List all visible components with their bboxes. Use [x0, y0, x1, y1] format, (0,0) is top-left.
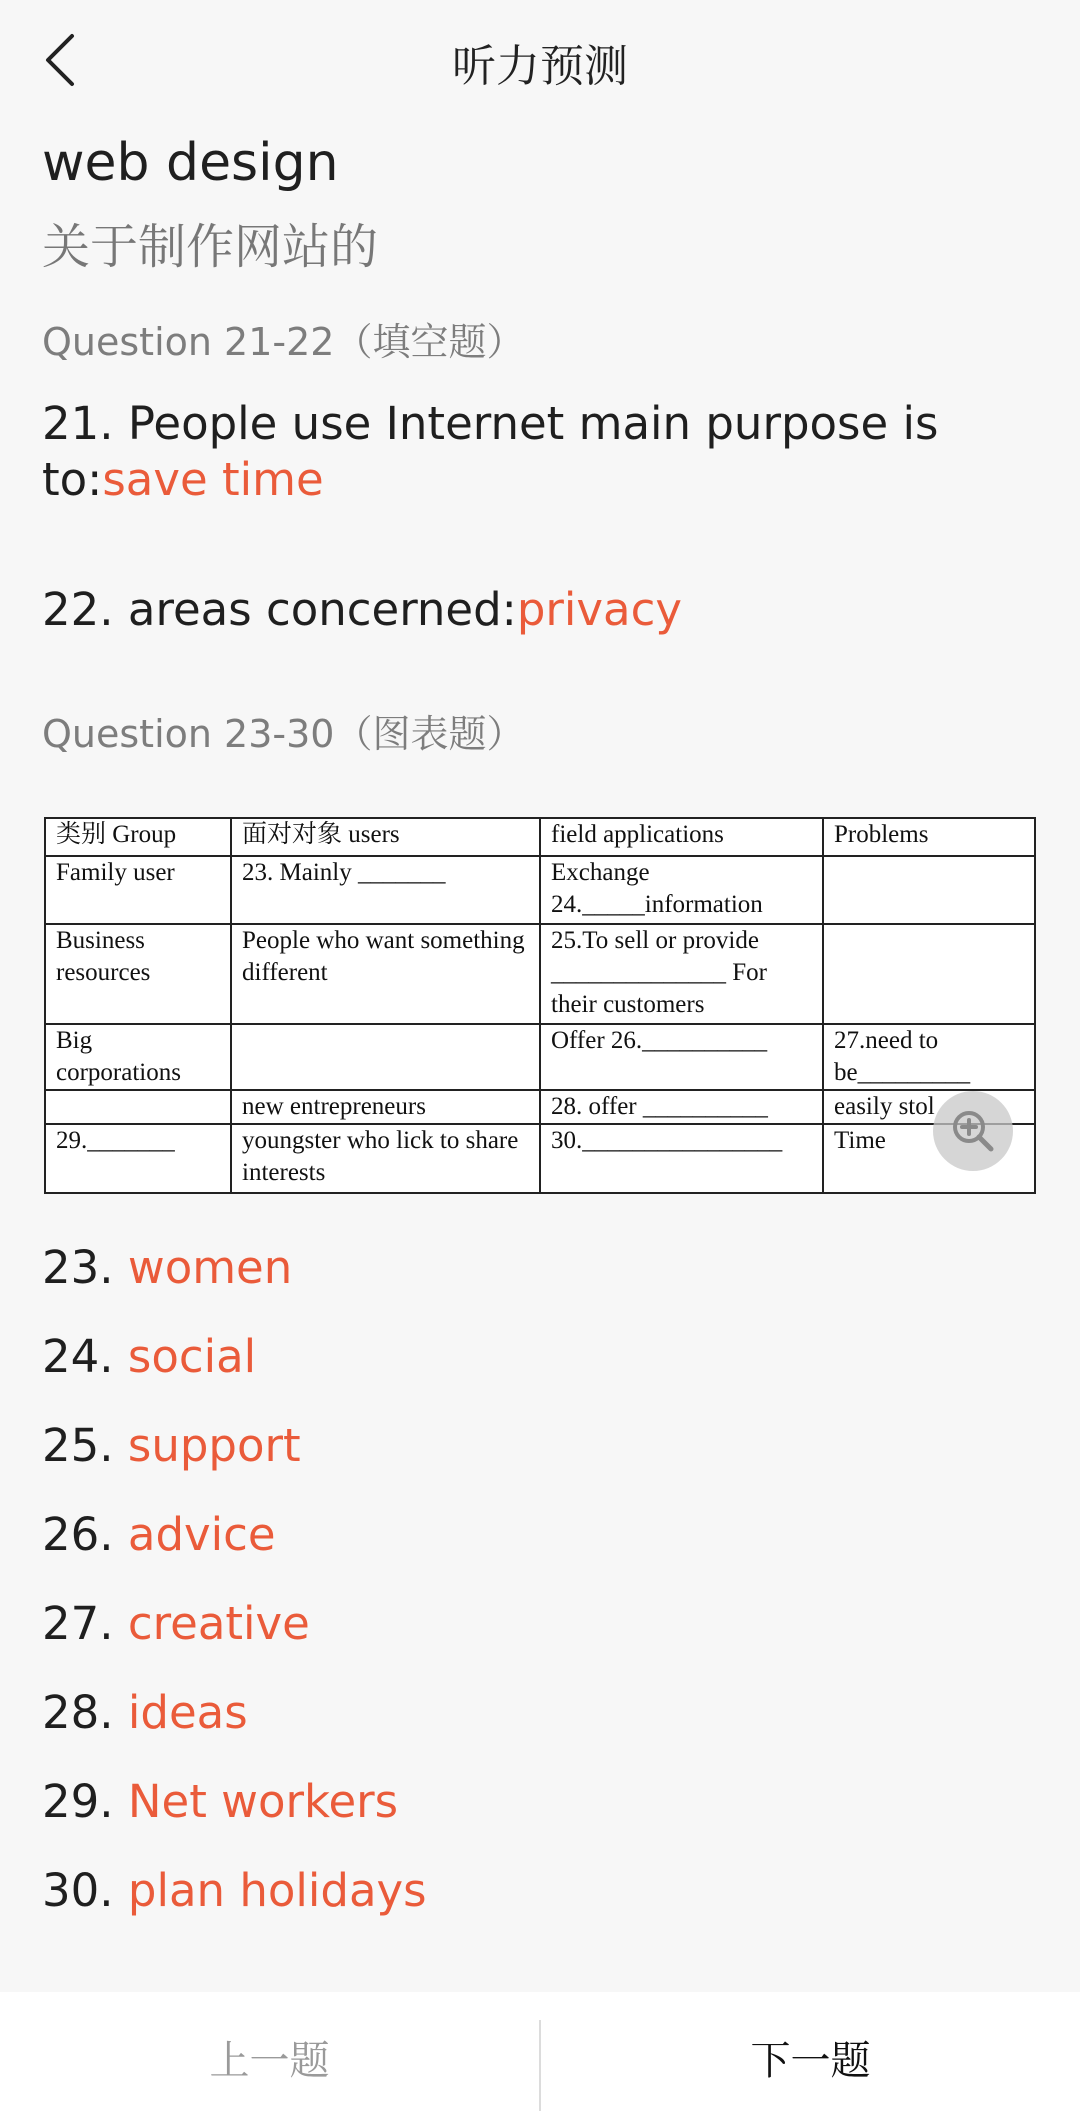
- question-21-answer: save time: [102, 453, 324, 506]
- answer-number: 30.: [42, 1864, 114, 1917]
- topic-title-en: web design: [42, 133, 339, 193]
- list-item: [42, 1677, 1042, 1766]
- table-cell: Time: [823, 1124, 1035, 1193]
- table-row: [45, 924, 1035, 1024]
- list-item: [42, 1410, 1042, 1499]
- list-item: [42, 1321, 1042, 1410]
- table-row: [45, 856, 1035, 924]
- table-cell: [45, 1090, 231, 1124]
- answer-number: 27.: [42, 1597, 114, 1650]
- table-cell: 25.To sell or provide ______________ For their customers: [540, 924, 823, 1024]
- zoom-button[interactable]: [933, 1091, 1013, 1171]
- answer-value: social: [127, 1330, 257, 1383]
- table-cell: Business resources: [45, 924, 231, 1024]
- answer-value: ideas: [127, 1686, 248, 1739]
- question-table-image[interactable]: [44, 817, 1034, 1192]
- table-cell: 30.________________: [540, 1124, 823, 1193]
- table-cell: 27.need to be_________: [823, 1024, 1035, 1090]
- answer-value: plan holidays: [127, 1864, 427, 1917]
- page-title: 听力预测: [452, 41, 628, 92]
- section-label-23-30: Question 23-30（图表题）: [42, 712, 525, 756]
- answer-value: creative: [127, 1597, 310, 1650]
- table-cell: 29._______: [45, 1124, 231, 1193]
- question-table: [44, 817, 1036, 1194]
- table-cell: Exchange 24._____information: [540, 856, 823, 924]
- section-label-21-22: Question 21-22（填空题）: [42, 320, 525, 364]
- list-item: [42, 1766, 1042, 1855]
- zoom-in-icon: [949, 1107, 997, 1155]
- answer-value: advice: [127, 1508, 276, 1561]
- table-row: [45, 1090, 1035, 1124]
- list-item: [42, 1232, 1042, 1321]
- table-row: [45, 1124, 1035, 1193]
- table-cell: field applications: [540, 818, 823, 856]
- table-row: [45, 818, 1035, 856]
- question-21: [42, 396, 1042, 508]
- table-cell: easily stol: [823, 1090, 1035, 1124]
- table-row: [45, 1024, 1035, 1090]
- table-cell: Big corporations: [45, 1024, 231, 1090]
- answer-number: 23.: [42, 1241, 114, 1294]
- next-question-button[interactable]: 下一题: [750, 2038, 871, 2084]
- table-cell: 23. Mainly _______: [231, 856, 540, 924]
- table-cell: Family user: [45, 856, 231, 924]
- question-22-text: 22. areas concerned:: [42, 583, 517, 636]
- table-cell: Offer 26.__________: [540, 1024, 823, 1090]
- table-cell: 面对对象 users: [231, 818, 540, 856]
- topic-title-cn: 关于制作网站的: [42, 219, 379, 275]
- table-cell: 类别 Group: [45, 818, 231, 856]
- list-item: [42, 1855, 1042, 1944]
- answer-number: 28.: [42, 1686, 114, 1739]
- table-cell: [823, 924, 1035, 1024]
- content: [42, 124, 1042, 760]
- list-item: [42, 1588, 1042, 1677]
- answer-number: 29.: [42, 1775, 114, 1828]
- table-cell: [823, 856, 1035, 924]
- bottom-nav-bar: [0, 1992, 1080, 2123]
- answer-value: support: [127, 1419, 301, 1472]
- table-cell: People who want something different: [231, 924, 540, 1024]
- table-cell: 28. offer __________: [540, 1090, 823, 1124]
- answer-value: Net workers: [127, 1775, 399, 1828]
- answer-number: 25.: [42, 1419, 114, 1472]
- question-21-text: 21. People use Internet main purpose is to:: [42, 397, 939, 506]
- answer-value: women: [127, 1241, 293, 1294]
- table-cell: Problems: [823, 818, 1035, 856]
- answer-number: 26.: [42, 1508, 114, 1561]
- answer-number: 24.: [42, 1330, 114, 1383]
- table-cell: new entrepreneurs: [231, 1090, 540, 1124]
- question-22-answer: privacy: [516, 583, 682, 636]
- table-cell: youngster who lick to share interests: [231, 1124, 540, 1193]
- question-22: [42, 582, 1042, 638]
- prev-question-button[interactable]: 上一题: [209, 2038, 330, 2084]
- top-bar: [0, 0, 1080, 124]
- list-item: [42, 1499, 1042, 1588]
- answer-list: [42, 1232, 1042, 1944]
- table-cell: [231, 1024, 540, 1090]
